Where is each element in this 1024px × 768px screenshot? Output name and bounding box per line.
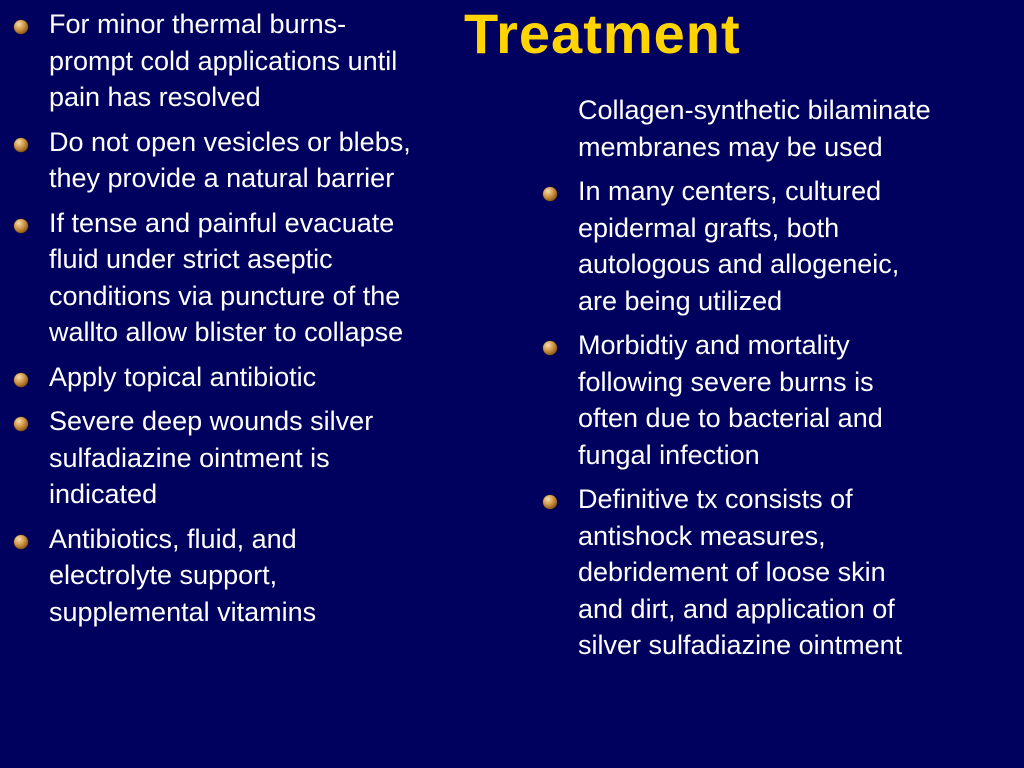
bullet-sphere-icon [14, 138, 28, 152]
bullet-sphere-icon [14, 535, 28, 549]
bullet-item [543, 173, 938, 319]
bullet-item [14, 205, 414, 351]
bullet-text: In many centers, cultured epidermal grafts, both autologous and allogeneic, are being utilized [578, 176, 900, 316]
bullet-text: Morbidtiy and mortality following severe burns is often due to bacterial and fungal infection [578, 330, 883, 470]
bullet-item [14, 124, 414, 197]
bullet-item [14, 6, 414, 116]
bullet-item [14, 359, 414, 396]
bullet-text: For minor thermal burns-prompt cold applications until pain has resolved [49, 9, 398, 112]
slide-title: Treatment [464, 2, 741, 65]
bullet-sphere-icon [14, 417, 28, 431]
left-bullet-list [14, 6, 414, 638]
bullet-item [543, 327, 938, 473]
bullet-sphere-icon [14, 20, 28, 34]
bullet-text: Definitive tx consists of antishock measures, debridement of loose skin and dirt, and application of silver sulfadiazine ointment [578, 484, 903, 660]
bullet-item [14, 521, 414, 631]
bullet-text: Do not open vesicles or blebs, they provide a natural barrier [49, 126, 411, 193]
bullet-sphere-icon [543, 495, 557, 509]
bullet-text: Collagen-synthetic bilaminate membranes may be used [578, 95, 931, 162]
bullet-text: Apply topical antibiotic [49, 361, 317, 392]
bullet-sphere-icon [14, 373, 28, 387]
bullet-text: If tense and painful evacuate fluid under strict aseptic conditions via puncture of the wallto allow blister to collapse [49, 207, 404, 347]
bullet-text: Severe deep wounds silver sulfadiazine ointment is indicated [49, 406, 374, 509]
bullet-sphere-icon [543, 187, 557, 201]
bullet-sphere-icon [14, 219, 28, 233]
bullet-item [14, 403, 414, 513]
bullet-text: Antibiotics, fluid, and electrolyte support, supplemental vitamins [49, 523, 317, 627]
right-bullet-list [543, 92, 938, 672]
bullet-sphere-icon [543, 341, 557, 355]
bullet-item [543, 481, 938, 664]
bullet-item [543, 92, 938, 165]
